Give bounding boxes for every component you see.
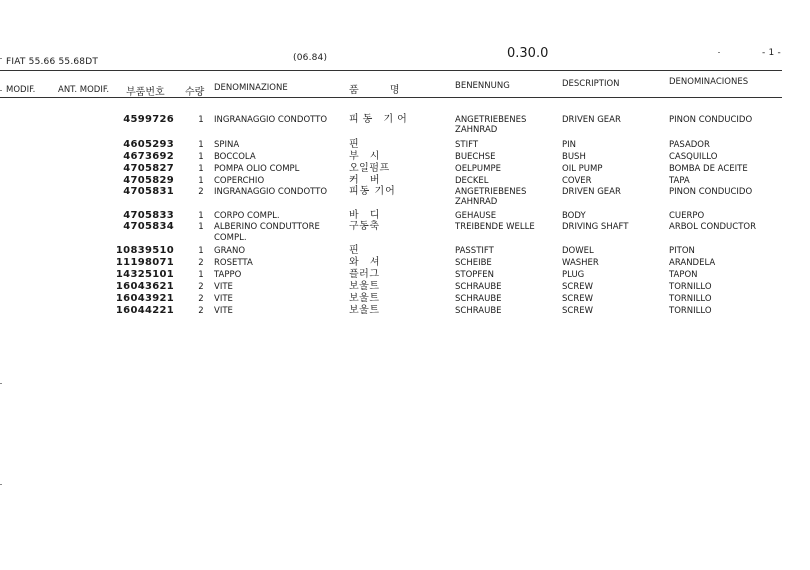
korean-name: 핀 <box>349 245 363 256</box>
italian-name-continued: COMPL. <box>214 233 247 243</box>
german-name: OELPUMPE <box>455 164 501 174</box>
english-name: BODY <box>562 211 586 221</box>
quantity: 2 <box>198 294 204 304</box>
english-name: DRIVEN GEAR <box>562 187 621 197</box>
german-name: SCHRAUBE <box>455 306 502 316</box>
column-header-denominazione: DENOMINAZIONE <box>214 83 288 93</box>
italian-name: VITE <box>214 294 233 304</box>
spanish-name: CASQUILLO <box>669 152 718 162</box>
part-number: 4705833 <box>123 210 174 221</box>
german-name: STOPFEN <box>455 270 495 280</box>
table-row <box>0 281 810 293</box>
spanish-name: ARBOL CONDUCTOR <box>669 222 757 232</box>
column-header-description: DESCRIPTION <box>562 79 620 89</box>
italian-name: BOCCOLA <box>214 152 256 162</box>
table-row <box>0 257 810 269</box>
english-name: DRIVEN GEAR <box>562 115 621 125</box>
german-name: SCHRAUBE <box>455 294 502 304</box>
english-name: WASHER <box>562 258 599 268</box>
spanish-name: TORNILLO <box>669 306 712 316</box>
italian-name: VITE <box>214 306 233 316</box>
part-number: 16043621 <box>115 281 174 292</box>
document-date: (06.84) <box>293 53 328 63</box>
table-row <box>0 293 810 305</box>
italian-name: POMPA OLIO COMPL <box>214 164 300 174</box>
table-row <box>0 151 810 163</box>
part-number: 4705829 <box>123 175 174 186</box>
part-number: 14325101 <box>115 269 174 280</box>
quantity: 2 <box>198 306 204 316</box>
header-bottom-rule <box>0 97 782 98</box>
quantity: 1 <box>198 164 204 174</box>
quantity: 2 <box>198 187 204 197</box>
german-name: GEHAUSE <box>455 211 497 221</box>
german-name: TREIBENDE WELLE <box>455 222 535 232</box>
part-number: 16044221 <box>115 305 174 316</box>
german-name: SCHRAUBE <box>455 282 502 292</box>
english-name: COVER <box>562 176 592 186</box>
italian-name: CORPO COMPL. <box>214 211 280 221</box>
german-name: ANGETRIEBENES <box>455 115 527 125</box>
italian-name: COPERCHIO <box>214 176 265 186</box>
quantity: 1 <box>198 152 204 162</box>
italian-name: INGRANAGGIO CONDOTTO <box>214 115 328 125</box>
korean-name: 플러그 <box>349 269 380 280</box>
column-header-modif: MODIF. <box>6 85 36 95</box>
scan-speck <box>718 52 720 53</box>
korean-name: 보울트 <box>349 281 380 292</box>
scan-speck <box>0 58 2 59</box>
part-number: 4605293 <box>123 139 174 150</box>
part-number: 11198071 <box>115 257 174 268</box>
part-number: 10839510 <box>115 245 174 256</box>
korean-name: 바 디 <box>349 210 384 221</box>
table-row <box>0 114 810 135</box>
column-header-benennung: BENENNUNG <box>455 81 510 91</box>
table-row <box>0 139 810 151</box>
quantity: 2 <box>198 258 204 268</box>
korean-name: 구동축 <box>349 221 380 232</box>
english-name: SCREW <box>562 294 594 304</box>
spanish-name: PASADOR <box>669 140 710 150</box>
korean-name: 보울트 <box>349 305 380 316</box>
scan-speck <box>0 90 2 91</box>
italian-name: GRANO <box>214 246 246 256</box>
table-row <box>0 305 810 317</box>
quantity: 1 <box>198 176 204 186</box>
column-header-denominaciones: DENOMINACIONES <box>669 77 749 87</box>
german-name: PASSTIFT <box>455 246 494 256</box>
part-number: 4705831 <box>123 186 174 197</box>
german-name: STIFT <box>455 140 479 150</box>
part-number: 16043921 <box>115 293 174 304</box>
english-name: PIN <box>562 140 576 150</box>
korean-name: 와 셔 <box>349 257 384 268</box>
spanish-name: TORNILLO <box>669 282 712 292</box>
spanish-name: PITON <box>669 246 695 256</box>
table-row <box>0 221 810 243</box>
quantity: 1 <box>198 246 204 256</box>
table-row <box>0 269 810 281</box>
spanish-name: TAPA <box>669 176 690 186</box>
column-header-part-number: 부품번호 <box>126 87 165 98</box>
quantity: 1 <box>198 140 204 150</box>
quantity: 2 <box>198 282 204 292</box>
korean-name: 부 시 <box>349 151 384 162</box>
spanish-name: ARANDELA <box>669 258 716 268</box>
quantity: 1 <box>198 211 204 221</box>
german-name: DECKEL <box>455 176 489 186</box>
spanish-name: PINON CONDUCIDO <box>669 115 753 125</box>
german-name-continued: ZAHNRAD <box>455 125 498 135</box>
italian-name: SPINA <box>214 140 240 150</box>
spanish-name: TAPON <box>669 270 698 280</box>
korean-name: 보울트 <box>349 293 380 304</box>
table-row <box>0 245 810 257</box>
english-name: DOWEL <box>562 246 594 256</box>
italian-name: ROSETTA <box>214 258 253 268</box>
column-header-ant-modif: ANT. MODIF. <box>58 85 110 95</box>
korean-name: 피동 기어 <box>349 186 396 197</box>
scan-speck <box>0 484 2 485</box>
table-row <box>0 186 810 207</box>
korean-name: 핀 <box>349 139 363 150</box>
english-name: BUSH <box>562 152 586 162</box>
italian-name: INGRANAGGIO CONDOTTO <box>214 187 328 197</box>
korean-name: 오일펌프 <box>349 163 390 174</box>
spanish-name: CUERPO <box>669 211 705 221</box>
korean-name: 커 버 <box>349 175 384 186</box>
english-name: PLUG <box>562 270 585 280</box>
quantity: 1 <box>198 115 204 125</box>
spanish-name: BOMBA DE ACEITE <box>669 164 748 174</box>
english-name: DRIVING SHAFT <box>562 222 629 232</box>
column-header-korean-name: 품 명 <box>349 85 414 96</box>
scan-speck <box>0 383 2 384</box>
german-name: SCHEIBE <box>455 258 492 268</box>
header-top-rule <box>0 70 782 71</box>
spanish-name: PINON CONDUCIDO <box>669 187 753 197</box>
part-number: 4599726 <box>123 114 174 125</box>
german-name: ANGETRIEBENES <box>455 187 527 197</box>
quantity: 1 <box>198 270 204 280</box>
part-number: 4705834 <box>123 221 174 232</box>
korean-name: 피동 기어 <box>349 114 411 125</box>
german-name: BUECHSE <box>455 152 496 162</box>
english-name: SCREW <box>562 282 594 292</box>
italian-name: TAPPO <box>214 270 242 280</box>
english-name: OIL PUMP <box>562 164 603 174</box>
german-name-continued: ZAHNRAD <box>455 197 498 207</box>
italian-name: VITE <box>214 282 233 292</box>
section-number: 0.30.0 <box>507 46 549 61</box>
part-number: 4673692 <box>123 151 174 162</box>
part-number: 4705827 <box>123 163 174 174</box>
column-header-quantity: 수량 <box>185 87 205 98</box>
table-row <box>0 163 810 175</box>
italian-name: ALBERINO CONDUTTORE <box>214 222 320 232</box>
spanish-name: TORNILLO <box>669 294 712 304</box>
english-name: SCREW <box>562 306 594 316</box>
quantity: 1 <box>198 222 204 232</box>
page-number: - 1 - <box>762 48 781 58</box>
model-name: FIAT 55.66 55.68DT <box>6 57 99 67</box>
